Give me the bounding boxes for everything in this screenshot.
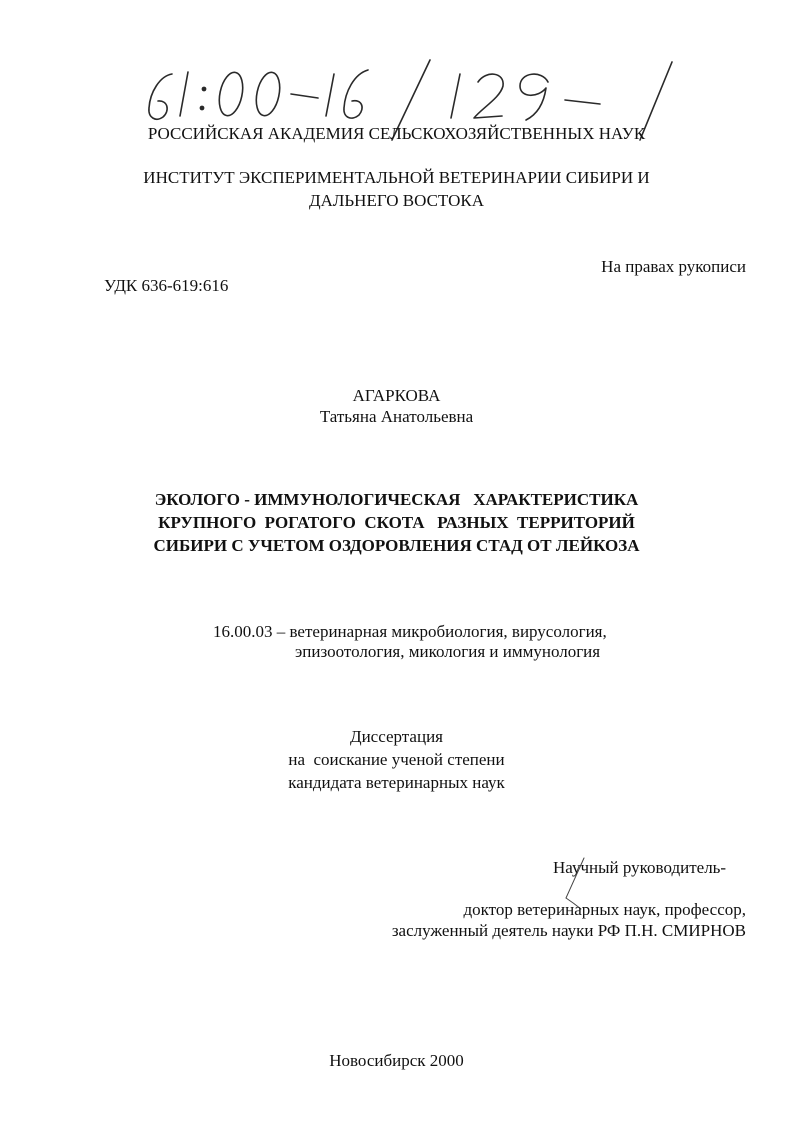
dissertation-title-line3: СИБИРИ С УЧЕТОМ ОЗДОРОВЛЕНИЯ СТАД ОТ ЛЕЙКОЗА <box>153 536 640 555</box>
supervisor-label: Научный руководитель- <box>553 858 727 877</box>
manuscript-rights-note: На правах рукописи <box>601 257 746 276</box>
author-surname: АГАРКОВА <box>352 386 441 405</box>
institute-name-line2: ДАЛЬНЕГО ВОСТОКА <box>309 191 484 210</box>
dissertation-title-line1: ЭКОЛОГО - ИММУНОЛОГИЧЕСКАЯ ХАРАКТЕРИСТИКА <box>154 490 639 509</box>
supervisor-name: заслуженный деятель науки РФ П.Н. СМИРНОВ <box>391 921 746 940</box>
dissertation-degree-line1: на соискание ученой степени <box>288 750 505 769</box>
supervisor-degree: доктор ветеринарных наук, профессор, <box>463 900 746 919</box>
dissertation-title-line2: КРУПНОГО РОГАТОГО СКОТА РАЗНЫХ ТЕРРИТОРИЙ <box>158 513 635 532</box>
academy-name: РОССИЙСКАЯ АКАДЕМИЯ СЕЛЬСКОХОЗЯЙСТВЕННЫХ НАУК <box>147 124 646 143</box>
specialty-line1: 16.00.03 – ветеринарная микробиология, вирусология, <box>213 622 607 641</box>
dissertation-type: Диссертация <box>349 727 443 746</box>
city-and-year: Новосибирск 2000 <box>329 1051 464 1070</box>
author-given-names: Татьяна Анатольевна <box>319 407 474 426</box>
institute-name-line1: ИНСТИТУТ ЭКСПЕРИМЕНТАЛЬНОЙ ВЕТЕРИНАРИИ СИБИРИ И <box>143 168 650 187</box>
udk-code: УДК 636-619:616 <box>104 276 229 295</box>
dissertation-degree-line2: кандидата ветеринарных наук <box>288 773 505 792</box>
specialty-line2: эпизоотология, микология и иммунология <box>295 642 601 661</box>
